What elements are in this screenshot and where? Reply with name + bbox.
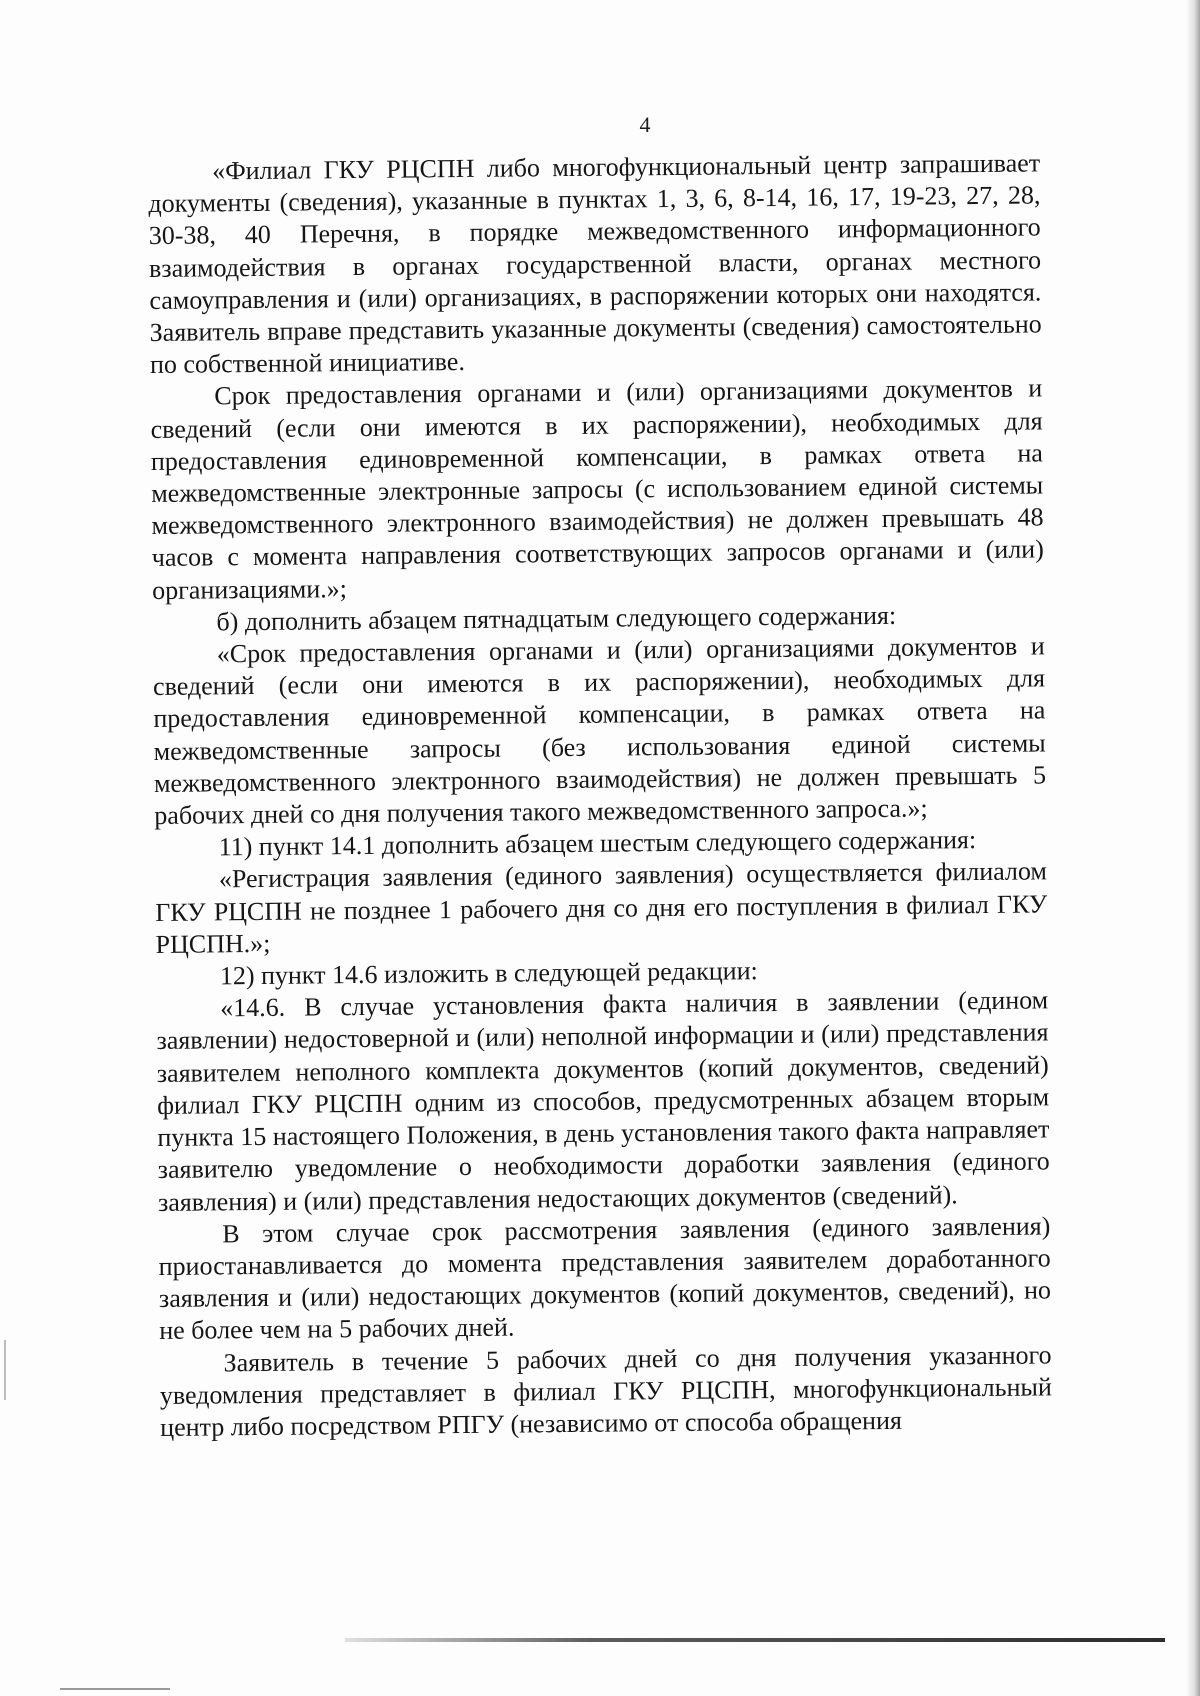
page-number: 4 [639, 112, 651, 137]
paragraph-paper-request-term: «Срок предоставления органами и (или) организациями документов и сведений (если они имеются в их распоряжении), необходимых для предоставления единовременной компенсации, в рамках ответа на межведомственные запросы (без использования единой системы межведомственного электронного взаимодействия) не должен превышать 5 рабочих дней со дня получения такого межведомственного запроса.»; [152, 631, 1047, 831]
paragraph-14-6: «14.6. В случае установления факта наличия в заявлении (едином заявлении) недостоверной и (или) неполной информации и (или) представления заявителем неполного комплекта документов (копий документов, сведений) филиал ГКУ РЦСПН одним из способов, предусмотренных абзацем вторым пункта 15 настоящего Положения, в день установления такого факта направляет заявителю уведомление о необходимости доработки заявления (единого заявления) и (или) представления недостающих документов (сведений). [156, 985, 1050, 1217]
scan-edge-shadow [1186, 0, 1200, 1696]
paragraph-request-documents: «Филиал ГКУ РЦСПН либо многофункциональный центр запрашивает документы (сведения), указанные в пунктах 1, 3, 6, 8-14, 16, 17, 19-23, 27, 28, 30-38, 40 Перечня, в порядке межведомственного информационного взаимодействия в органах государственной власти, органах местного самоуправления и (или) организациях, в распоряжении которых они находятся. Заявитель вправе представить указанные документы (сведения) самостоятельно по собственной инициативе. [148, 148, 1042, 380]
bottom-scan-rule [345, 1638, 1165, 1642]
scan-artifact-line [60, 1688, 170, 1690]
paragraph-amendment-b: б) дополнить абзацем пятнадцатым следующего содержания: [216, 600, 897, 637]
paragraph-registration: «Регистрация заявления (единого заявления) осуществляется филиалом ГКУ РЦСПН не позднее 1 рабочего дня со дня его поступления в филиал ГКУ РЦСПН.»; [155, 856, 1048, 959]
paragraph-applicant-submission: Заявитель в течение 5 рабочих дней со дня получения указанного уведомления представляет в филиал ГКУ РЦСПН, многофункциональный центр либо посредством РПГУ (независимо от способа обращения [159, 1339, 1052, 1442]
scan-artifact-mark [4, 1340, 6, 1400]
paragraph-electronic-request-term: Срок предоставления органами и (или) организациями документов и сведений (если они имеются в их распоряжении), необходимых для предоставления единовременной компенсации, в рамках ответа на межведомственные электронные запросы (с использованием единой системы межведомственного электронного взаимодействия) не должен превышать 48 часов с момента направления соответствующих запросов органами и (или) организациями.»; [150, 373, 1044, 605]
paragraph-suspension: В этом случае срок рассмотрения заявления (единого заявления) приостанавливается до момента представления заявителем доработанного заявления и (или) недостающих документов (копий документов, сведений), но не более чем на 5 рабочих дней. [158, 1211, 1052, 1346]
paragraph-amendment-12: 12) пункт 14.6 изложить в следующей редакции: [219, 956, 758, 991]
paragraph-amendment-11: 11) пункт 14.1 дополнить абзацем шестым следующего содержания: [218, 825, 977, 862]
document-body [148, 147, 1052, 1444]
